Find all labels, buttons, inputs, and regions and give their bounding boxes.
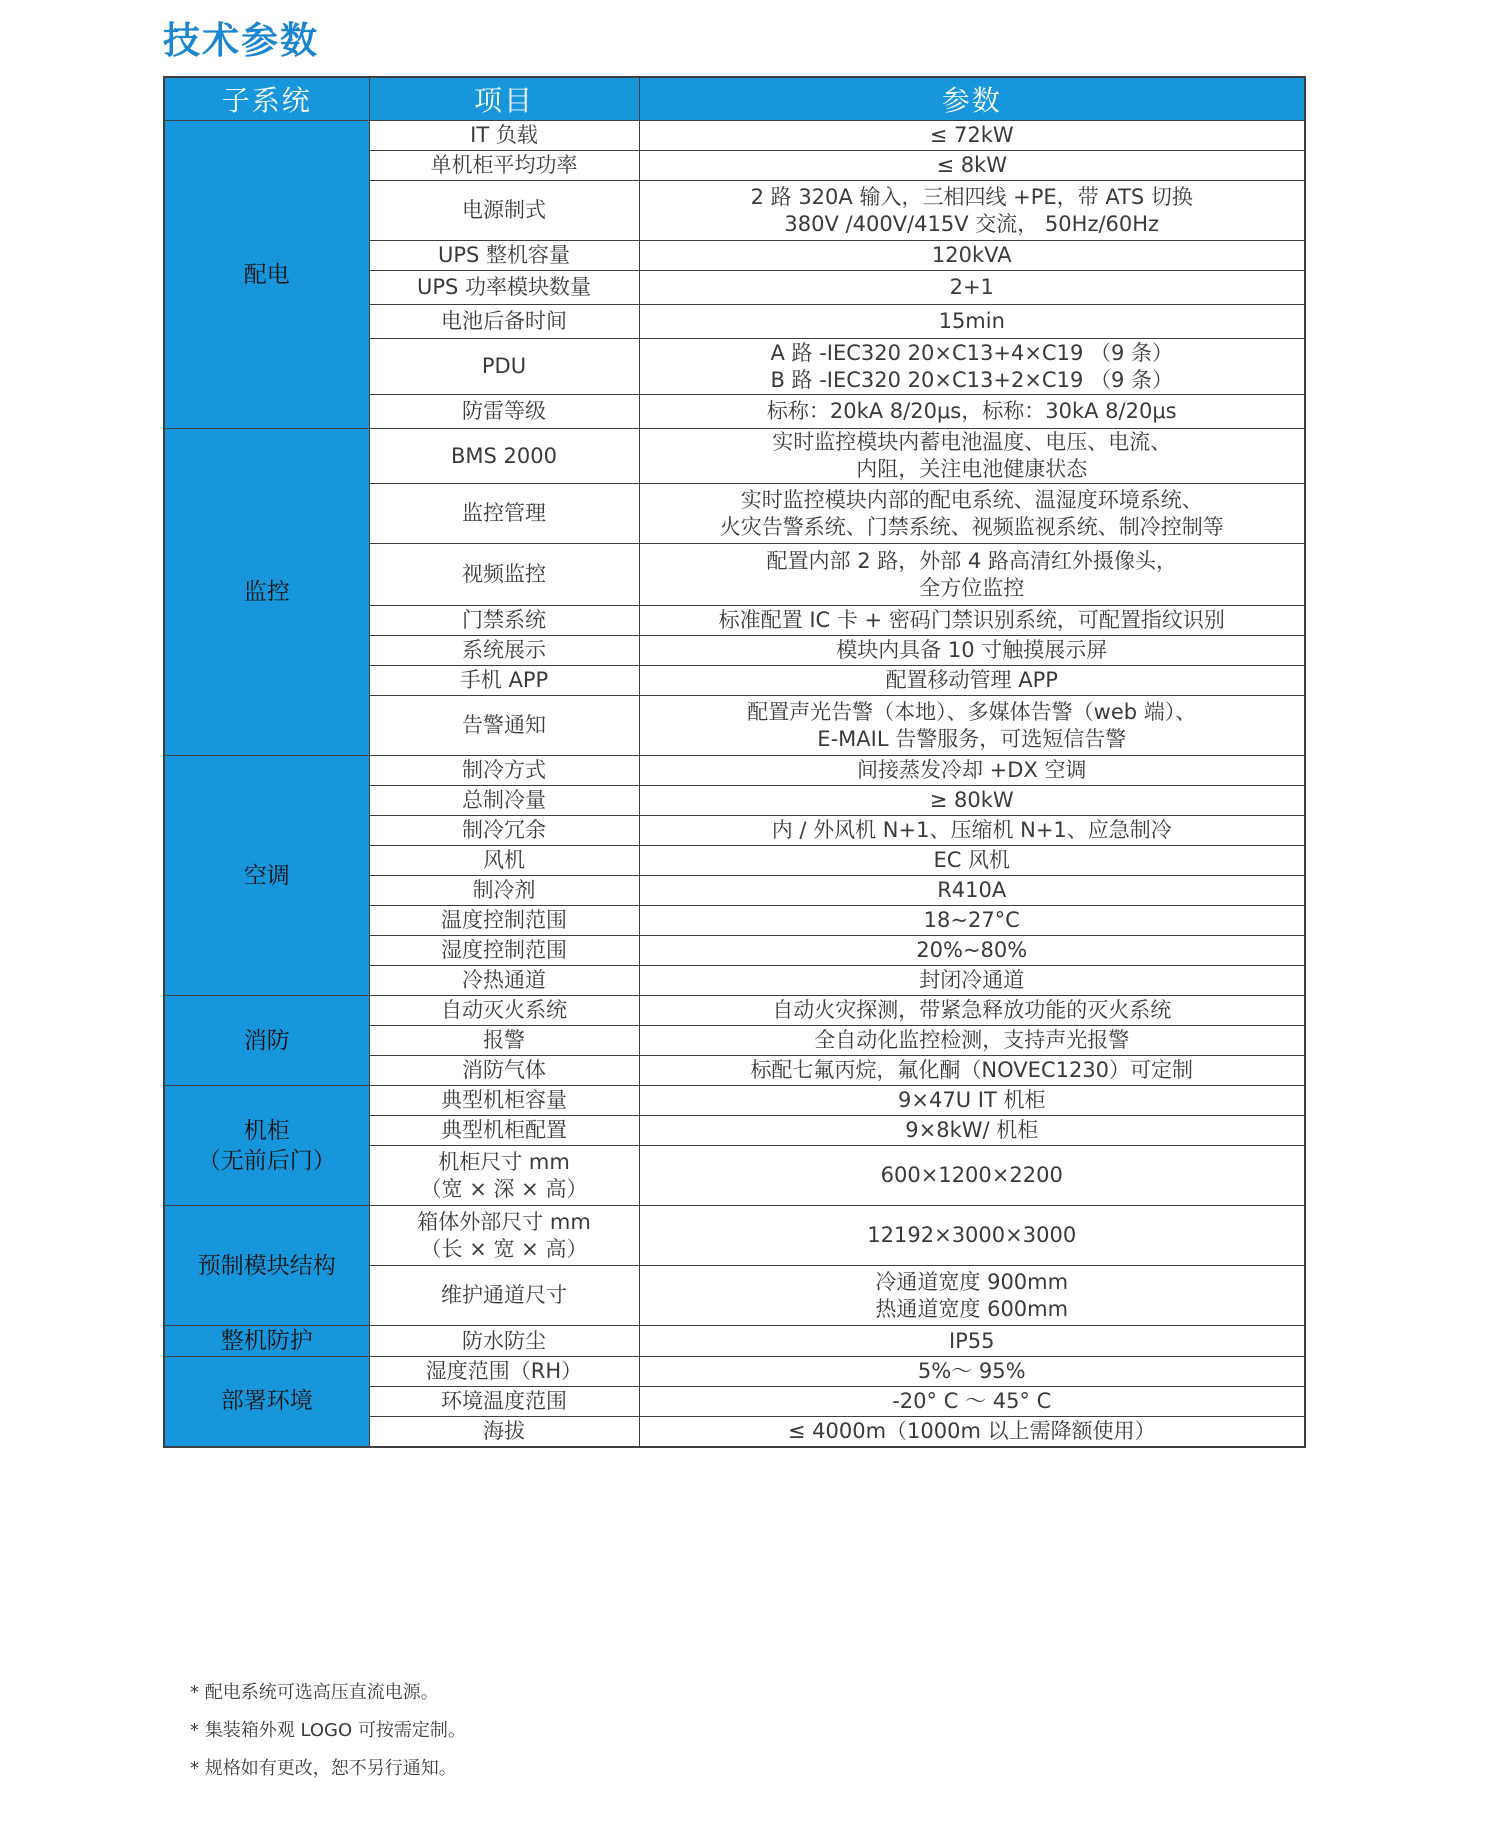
subsystem-cell: 配电: [164, 121, 369, 429]
table-row: [164, 1357, 1305, 1387]
table-header: [164, 77, 1305, 121]
value-cell: 12192×3000×3000: [639, 1206, 1305, 1266]
spec-table: [163, 76, 1306, 1448]
value-cell: 600×1200×2200: [639, 1146, 1305, 1206]
page-title: 技术参数: [163, 19, 319, 62]
value-cell: 自动火灾探测，带紧急释放功能的灭火系统: [639, 996, 1305, 1026]
table-row: [164, 996, 1305, 1026]
value-cell: 15min: [639, 305, 1305, 339]
value-cell: 9×47U IT 机柜: [639, 1086, 1305, 1116]
value-cell: 间接蒸发冷却 +DX 空调: [639, 756, 1305, 786]
item-cell: 湿度范围（RH）: [369, 1357, 639, 1387]
table-row: [164, 1326, 1305, 1357]
value-cell: 实时监控模块内部的配电系统、温湿度环境系统、 火灾告警系统、门禁系统、视频监视系统、制冷控制等: [639, 484, 1305, 544]
item-cell: 温度控制范围: [369, 906, 639, 936]
subsystem-cell: 监控: [164, 429, 369, 756]
table-row: [164, 429, 1305, 484]
item-cell: 手机 APP: [369, 666, 639, 696]
value-cell: 内 / 外风机 N+1、压缩机 N+1、应急制冷: [639, 816, 1305, 846]
value-cell: 封闭冷通道: [639, 966, 1305, 996]
item-cell: 箱体外部尺寸 mm （长 × 宽 × 高）: [369, 1206, 639, 1266]
value-cell: 全自动化监控检测，支持声光报警: [639, 1026, 1305, 1056]
value-cell: ≤ 72kW: [639, 121, 1305, 151]
value-cell: 5%～ 95%: [639, 1357, 1305, 1387]
item-cell: 消防气体: [369, 1056, 639, 1086]
header-subsystem: 子系统: [164, 77, 369, 121]
value-cell: ≤ 8kW: [639, 151, 1305, 181]
item-cell: 电源制式: [369, 181, 639, 241]
header-row: [164, 77, 1305, 121]
value-cell: 标准配置 IC 卡 + 密码门禁识别系统，可配置指纹识别: [639, 606, 1305, 636]
item-cell: 告警通知: [369, 696, 639, 756]
value-cell: -20° C ～ 45° C: [639, 1387, 1305, 1417]
header-item: 项目: [369, 77, 639, 121]
value-cell: 模块内具备 10 寸触摸展示屏: [639, 636, 1305, 666]
item-cell: 自动灭火系统: [369, 996, 639, 1026]
table-row: [164, 1206, 1305, 1266]
item-cell: 制冷方式: [369, 756, 639, 786]
value-cell: 标称：20kA 8/20μs，标称：30kA 8/20μs: [639, 395, 1305, 429]
value-cell: 配置内部 2 路，外部 4 路高清红外摄像头， 全方位监控: [639, 544, 1305, 606]
item-cell: 防水防尘: [369, 1326, 639, 1357]
value-cell: ≥ 80kW: [639, 786, 1305, 816]
item-cell: 门禁系统: [369, 606, 639, 636]
value-cell: ≤ 4000m（1000m 以上需降额使用）: [639, 1417, 1305, 1447]
item-cell: 单机柜平均功率: [369, 151, 639, 181]
subsystem-cell: 预制模块结构: [164, 1206, 369, 1326]
value-cell: 18~27°C: [639, 906, 1305, 936]
subsystem-cell: 部署环境: [164, 1357, 369, 1447]
item-cell: 监控管理: [369, 484, 639, 544]
value-cell: A 路 -IEC320 20×C13+4×C19 （9 条） B 路 -IEC320 20×C13+2×C19 （9 条）: [639, 339, 1305, 395]
value-cell: 120kVA: [639, 241, 1305, 271]
value-cell: 9×8kW/ 机柜: [639, 1116, 1305, 1146]
footnote: * 规格如有更改，恕不另行通知。: [190, 1758, 457, 1779]
value-cell: 2+1: [639, 271, 1305, 305]
table-row: [164, 121, 1305, 151]
header-parameter: 参数: [639, 77, 1305, 121]
subsystem-cell: 机柜 （无前后门）: [164, 1086, 369, 1206]
item-cell: 系统展示: [369, 636, 639, 666]
subsystem-cell: 消防: [164, 996, 369, 1086]
item-cell: 环境温度范围: [369, 1387, 639, 1417]
item-cell: 报警: [369, 1026, 639, 1056]
item-cell: UPS 功率模块数量: [369, 271, 639, 305]
item-cell: IT 负载: [369, 121, 639, 151]
item-cell: 防雷等级: [369, 395, 639, 429]
item-cell: 典型机柜配置: [369, 1116, 639, 1146]
value-cell: 冷通道宽度 900mm 热通道宽度 600mm: [639, 1266, 1305, 1326]
table-row: [164, 1086, 1305, 1116]
item-cell: 维护通道尺寸: [369, 1266, 639, 1326]
item-cell: 制冷冗余: [369, 816, 639, 846]
footnotes: [190, 1678, 466, 1792]
item-cell: 制冷剂: [369, 876, 639, 906]
value-cell: 20%~80%: [639, 936, 1305, 966]
subsystem-cell: 空调: [164, 756, 369, 996]
item-cell: 湿度控制范围: [369, 936, 639, 966]
item-cell: 总制冷量: [369, 786, 639, 816]
item-cell: UPS 整机容量: [369, 241, 639, 271]
value-cell: 配置声光告警（本地）、多媒体告警（web 端）、 E-MAIL 告警服务，可选短信告警: [639, 696, 1305, 756]
footnote: * 集装箱外观 LOGO 可按需定制。: [190, 1720, 466, 1741]
value-cell: 标配七氟丙烷，氟化酮（NOVEC1230）可定制: [639, 1056, 1305, 1086]
value-cell: EC 风机: [639, 846, 1305, 876]
table-row: [164, 756, 1305, 786]
table-body: [164, 121, 1305, 1447]
item-cell: PDU: [369, 339, 639, 395]
value-cell: 实时监控模块内蓄电池温度、电压、电流、 内阻，关注电池健康状态: [639, 429, 1305, 484]
item-cell: 电池后备时间: [369, 305, 639, 339]
value-cell: IP55: [639, 1326, 1305, 1357]
subsystem-cell: 整机防护: [164, 1326, 369, 1357]
value-cell: 配置移动管理 APP: [639, 666, 1305, 696]
item-cell: BMS 2000: [369, 429, 639, 484]
value-cell: R410A: [639, 876, 1305, 906]
footnote: * 配电系统可选高压直流电源。: [190, 1682, 439, 1703]
item-cell: 典型机柜容量: [369, 1086, 639, 1116]
item-cell: 冷热通道: [369, 966, 639, 996]
item-cell: 风机: [369, 846, 639, 876]
item-cell: 机柜尺寸 mm （宽 × 深 × 高）: [369, 1146, 639, 1206]
item-cell: 海拔: [369, 1417, 639, 1447]
item-cell: 视频监控: [369, 544, 639, 606]
value-cell: 2 路 320A 输入，三相四线 +PE，带 ATS 切换 380V /400V/415V 交流， 50Hz/60Hz: [639, 181, 1305, 241]
